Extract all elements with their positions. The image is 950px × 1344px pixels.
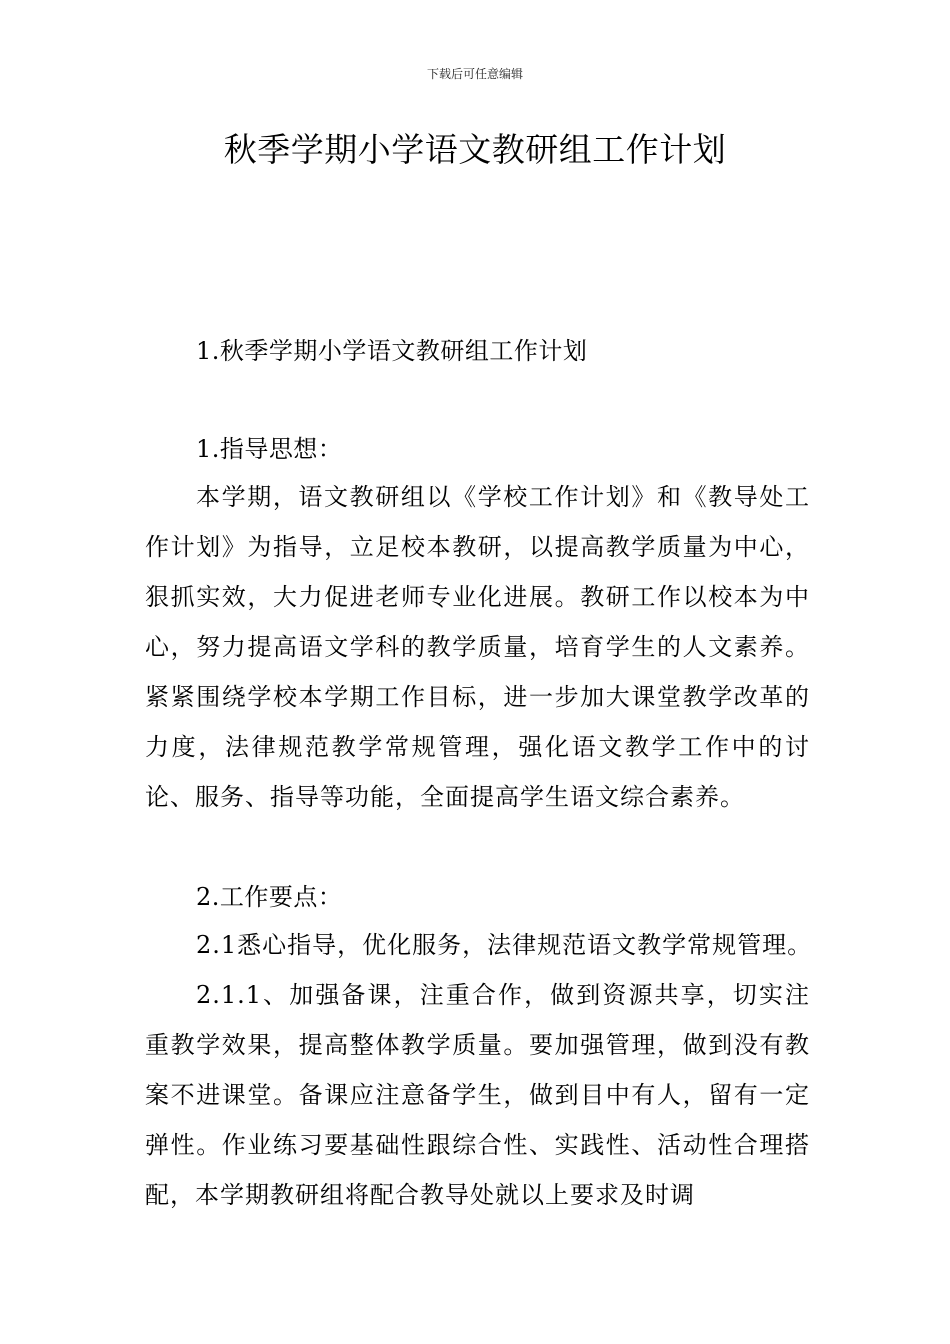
document-title: 秋季学期小学语文教研组工作计划 — [223, 130, 727, 169]
point-2-1-1: 2.1.1、加强备课，注重合作，做到资源共享，切实注重教学效果，提高整体教学质量。要加强管理，做到没有教案不进课堂。备课应注意备学生，做到目中有人，留有一定弹性。作业练习要基础性跟综合性、实践性、活动性合理搭配，本学期教研组将配合教导处就以上要求及时调 — [145, 981, 810, 1209]
point-2-1: 2.1悉心指导，优化服务，法律规范语文教学常规管理。 — [196, 931, 813, 959]
header-note: 下载后可任意编辑 — [426, 67, 523, 81]
section-title: 1.秋季学期小学语文教研组工作计划 — [196, 337, 588, 365]
guiding-heading: 1.指导思想： — [196, 435, 343, 463]
key-points-heading: 2.工作要点： — [196, 883, 343, 911]
guiding-paragraph: 本学期，语文教研组以《学校工作计划》和《教导处工作计划》为指导，立足校本教研，以提高教学质量为中心，狠抓实效，大力促进老师专业化进展。教研工作以校本为中心，努力提高语文学科的教学质量，培育学生的人文素养。紧紧围绕学校本学期工作目标，进一步加大课堂教学改革的力度，法律规范教学常规管理，强化语文教学工作中的讨论、服务、指导等功能，全面提高学生语文综合素养。 — [145, 483, 810, 811]
